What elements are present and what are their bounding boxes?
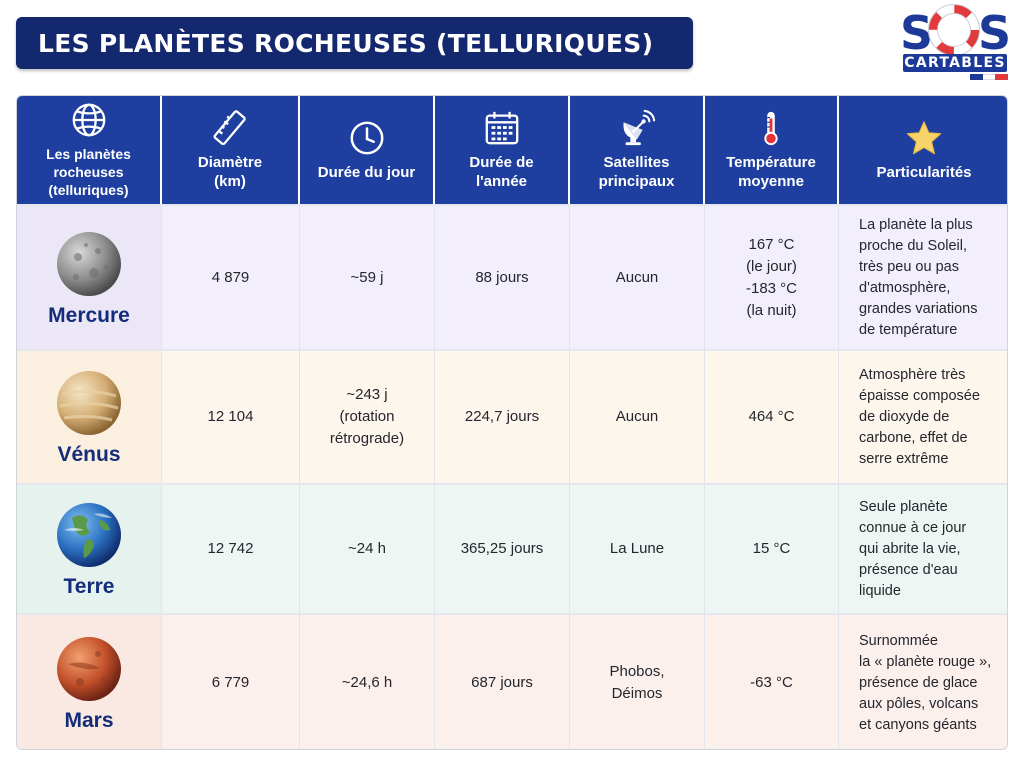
planet-name: Mercure [48, 303, 130, 327]
header-planets [17, 96, 162, 204]
header-planets-label: Les planètes rocheuses (telluriques) [46, 146, 131, 198]
planet-name: Mars [64, 709, 114, 732]
table-row-mars [17, 613, 1008, 750]
sos-cartables-logo [896, 4, 1012, 86]
planet-name: Terre [63, 575, 115, 598]
diameter-cell: 6 779 [162, 615, 300, 750]
satellites-cell: La Lune [570, 485, 705, 613]
satellite-dish-icon [618, 109, 656, 147]
mars-planet-icon [54, 634, 124, 704]
diameter-cell: 4 879 [162, 206, 300, 349]
planet-cell-venus [17, 351, 162, 483]
table-row-venus [17, 349, 1008, 483]
diameter-cell: 12 104 [162, 351, 300, 483]
page-title: LES PLANÈTES ROCHEUSES (TELLURIQUES) [38, 28, 654, 58]
year-length-cell: 224,7 jours [435, 351, 570, 483]
thermometer-icon [752, 109, 790, 147]
header-day-length-label: Durée du jour [317, 163, 416, 181]
satellites-cell: Aucun [570, 206, 705, 349]
page-title-banner [16, 17, 693, 69]
day-length-cell: ~243 j (rotation rétrograde) [300, 351, 435, 483]
planet-cell-mars [17, 615, 162, 750]
calendar-icon [483, 109, 521, 147]
logo-sos-mark [896, 4, 1012, 54]
ruler-icon [211, 109, 249, 147]
planet-cell-mercure [17, 206, 162, 349]
diameter-cell: 12 742 [162, 485, 300, 613]
day-length-cell: ~24,6 h [300, 615, 435, 750]
venus-planet-icon [54, 368, 124, 438]
particularities-cell: Atmosphère très épaisse composée de dioxyde de carbone, effet de serre extrême [859, 366, 980, 467]
table-row-terre [17, 483, 1008, 613]
header-particularities-label: Particularités [876, 163, 972, 181]
header-particularities [839, 96, 1008, 204]
globe-icon [70, 101, 108, 139]
logo-cartables-bar [903, 54, 1007, 72]
year-length-cell: 88 jours [435, 206, 570, 349]
temperature-cell: 167 °C (le jour) -183 °C (la nuit) [705, 206, 839, 349]
planet-cell-terre [17, 485, 162, 613]
temperature-cell: 15 °C [705, 485, 839, 613]
earth-planet-icon [54, 500, 124, 570]
clock-icon [348, 119, 386, 157]
table-row-mercure [17, 204, 1008, 349]
day-length-cell: ~59 j [300, 206, 435, 349]
particularities-cell: Surnommée la « planète rouge », présence de glace aux pôles, volcans et canyons géants [859, 632, 992, 733]
year-length-cell: 365,25 jours [435, 485, 570, 613]
svg-text:S: S [978, 6, 1012, 54]
star-icon [905, 119, 943, 157]
planets-table [16, 95, 1008, 750]
header-temperature-label: Température moyenne [726, 154, 816, 190]
satellites-cell: Phobos, Déimos [570, 615, 705, 750]
header-temperature [705, 96, 839, 204]
french-flag-stripe [970, 74, 1008, 80]
header-diameter [162, 96, 300, 204]
day-length-cell: ~24 h [300, 485, 435, 613]
logo-cartables-text: CARTABLES [904, 55, 1006, 71]
header-satellites [570, 96, 705, 204]
year-length-cell: 687 jours [435, 615, 570, 750]
table-header-row [17, 96, 1008, 204]
header-year-length [435, 96, 570, 204]
svg-text:S: S [900, 6, 934, 54]
temperature-cell: -63 °C [705, 615, 839, 750]
header-day-length [300, 96, 435, 204]
header-year-length-label: Durée de l'année [469, 154, 534, 190]
particularities-cell: La planète la plus proche du Soleil, très peu ou pas d'atmosphère, grandes variations de température [859, 216, 978, 338]
particularities-cell: Seule planète connue à ce jour qui abrite la vie, présence d'eau liquide [859, 498, 967, 599]
header-satellites-label: Satellites principaux [598, 154, 675, 190]
planet-name: Vénus [57, 443, 121, 466]
mercury-planet-icon [54, 229, 124, 299]
temperature-cell: 464 °C [705, 351, 839, 483]
header-diameter-label: Diamètre (km) [197, 154, 263, 190]
satellites-cell: Aucun [570, 351, 705, 483]
